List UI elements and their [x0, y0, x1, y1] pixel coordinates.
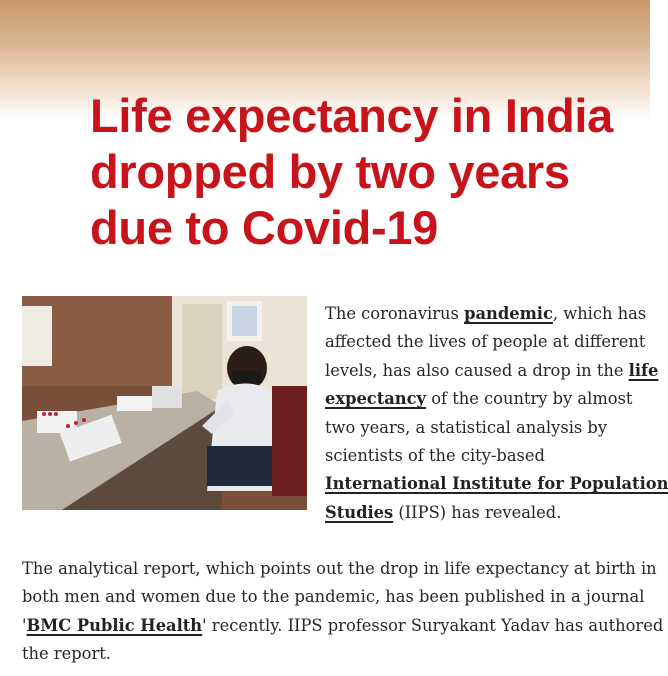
text-span: '	[22, 615, 27, 635]
headline-line-3: due to Covid-19	[90, 201, 439, 254]
life-expectancy-link-part-1[interactable]: life	[628, 360, 659, 380]
report-line-1: The analytical report, which points out the drop in life expectancy at birth in	[22, 559, 657, 578]
text-span: The coronavirus	[325, 304, 465, 323]
bmc-public-health-link[interactable]: BMC Public Health	[26, 615, 203, 635]
lab-worker-photo	[22, 296, 307, 510]
text-span: ' recently. IIPS professor Suryakant Yadav has authored	[202, 615, 664, 635]
report-paragraph	[22, 555, 664, 669]
text-span: levels, has also caused a drop in the	[325, 360, 629, 380]
headline-line-1: Life expectancy in India	[90, 89, 614, 142]
report-line-4: the report.	[22, 644, 111, 664]
text-span: of the country by almost	[426, 389, 633, 409]
intro-line-6: scientists of the city-based	[325, 446, 545, 466]
text-span: (IIPS) has revealed.	[393, 502, 562, 522]
intro-line-8	[325, 499, 640, 527]
headline-line-2: dropped by two years	[90, 145, 570, 198]
report-line-3	[22, 612, 664, 640]
intro-line-5: two years, a statistical analysis by	[325, 417, 608, 437]
intro-paragraph	[325, 300, 668, 527]
report-line-2: both men and women due to the pandemic, has been published in a journal	[22, 587, 645, 607]
life-expectancy-link-part-2[interactable]: expectancy	[325, 389, 427, 409]
intro-line-3	[325, 357, 659, 385]
iips-link-part-1[interactable]: International Institute for Population	[325, 474, 668, 494]
headline	[90, 88, 630, 256]
intro-line-4	[325, 385, 640, 413]
text-span: , which has	[552, 304, 647, 323]
iips-link-part-2[interactable]: Studies	[325, 502, 394, 522]
intro-line-1	[325, 300, 647, 328]
intro-line-2: affected the lives of people at different	[325, 332, 646, 352]
intro-line-7	[325, 470, 668, 498]
pandemic-link[interactable]: pandemic	[464, 304, 553, 323]
